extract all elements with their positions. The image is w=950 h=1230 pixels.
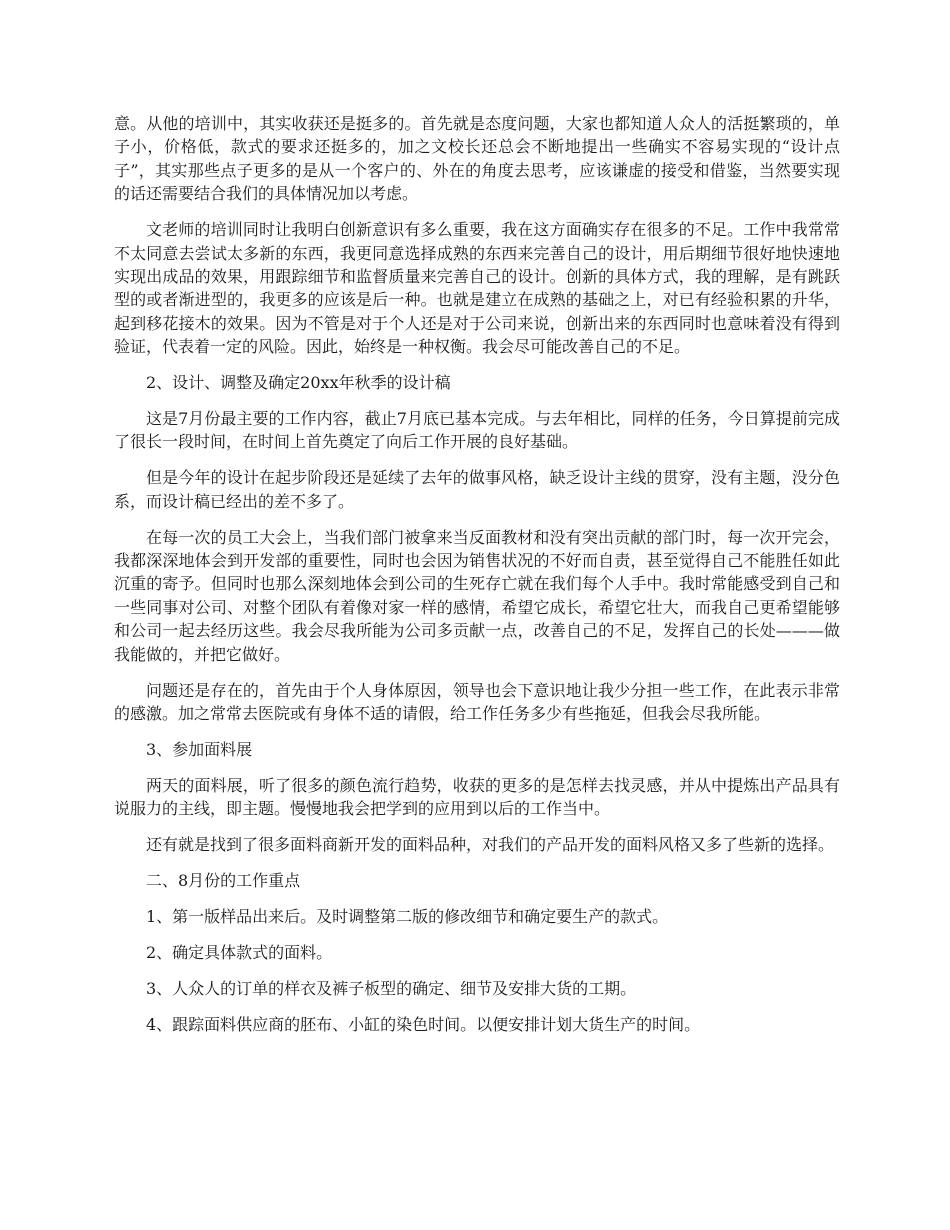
list-item: 2、确定具体款式的面料。 <box>146 942 333 962</box>
list-item: 3、人众人的订单的样衣及裤子板型的确定、细节及安排大货的工期。 <box>146 978 637 998</box>
paragraph-training-gains: 意。从他的培训中，其实收获还是挺多的。首先就是态度问题，大家也都知道人众人的活挺繁琐的，单子小，价格低，款式的要求还挺多的，加之文校长还总会不断地提出一些确实不容易实现的“设计点子”，其实那些点子更多的是从一个客户的、外在的角度去思考，应该谦虚的接受和借鉴，当然要实现的话还需要结合我们的具体情况加以考虑。 <box>114 114 840 204</box>
list-item: 4、跟踪面料供应商的胚布、小缸的染色时间。以便安排计划大货生产的时间。 <box>146 1014 701 1034</box>
document-page <box>114 112 840 1049</box>
paragraph-staff-meeting: 在每一次的员工大会上，当我们部门被拿来当反面教材和没有突出贡献的部门时，每一次开完会，我都深深地体会到开发部的重要性，同时也会因为销售状况的不好而自责，甚至觉得自己不能胜任如此沉重的寄予。但同时也那么深刻地体会到公司的生死存亡就在我们每个人手中。我时常能感受到自己和一些同事对公司、对整个团队有着像对家一样的感情，希望它成长，希望它壮大，而我自己更希望能够和公司一起去经历这些。我会尽我所能为公司多贡献一点，改善自己的不足，发挥自己的长处———做我能做的，并把它做好。 <box>114 527 840 664</box>
paragraph-innovation: 文老师的培训同时让我明白创新意识有多么重要，我在这方面确实存在很多的不足。工作中我常常不太同意去尝试太多新的东西，我更同意选择成熟的东西来完善自己的设计，用后期细节很好地快速地实现出成品的效果，用跟踪细节和监督质量来完善自己的设计。创新的具体方式，我的理解，是有跳跃型的或者渐进型的，我更多的应该是后一种。也就是建立在成熟的基础之上，对已有经验积累的升华，起到移花接木的效果。因为不管是对于个人还是对于公司来说，创新出来的东西同时也意味着没有得到验证，代表着一定的风险。因此，始终是一种权衡。我会尽可能改善自己的不足。 <box>114 220 840 357</box>
list-item: 1、第一版样品出来后。及时调整第二版的修改细节和确定要生产的款式。 <box>146 906 669 926</box>
paragraph-design-style: 但是今年的设计在起步阶段还是延续了去年的做事风格，缺乏设计主线的贯穿，没有主题，没分色系，而设计稿已经出的差不多了。 <box>114 468 840 511</box>
paragraph-fabric-fair: 两天的面料展，听了很多的颜色流行趋势，收获的更多的是怎样去找灵感，并从中提炼出产品具有说服力的主线，即主题。慢慢地我会把学到的应用到以后的工作当中。 <box>114 775 840 819</box>
paragraph-problems: 问题还是存在的，首先由于个人身体原因，领导也会下意识地让我少分担一些工作，在此表示非常的感激。加之常常去医院或有身体不适的请假，给工作任务多少有些拖延，但我会尽我所能。 <box>114 680 840 723</box>
paragraph-july-work: 这是7月份最主要的工作内容，截止7月底已基本完成。与去年相比，同样的任务，今日算提前完成了很长一段时间，在时间上首先奠定了向后工作开展的良好基础。 <box>114 408 840 452</box>
section-heading-design-drafts: 2、设计、调整及确定20xx年秋季的设计稿 <box>146 373 451 393</box>
section-heading-august-focus: 二、8月份的工作重点 <box>146 870 301 890</box>
paragraph-new-fabrics: 还有就是找到了很多面料商新开发的面料品种，对我们的产品开发的面料风格又多了些新的选择。 <box>146 835 835 855</box>
section-heading-fabric-fair: 3、参加面料展 <box>146 739 253 759</box>
